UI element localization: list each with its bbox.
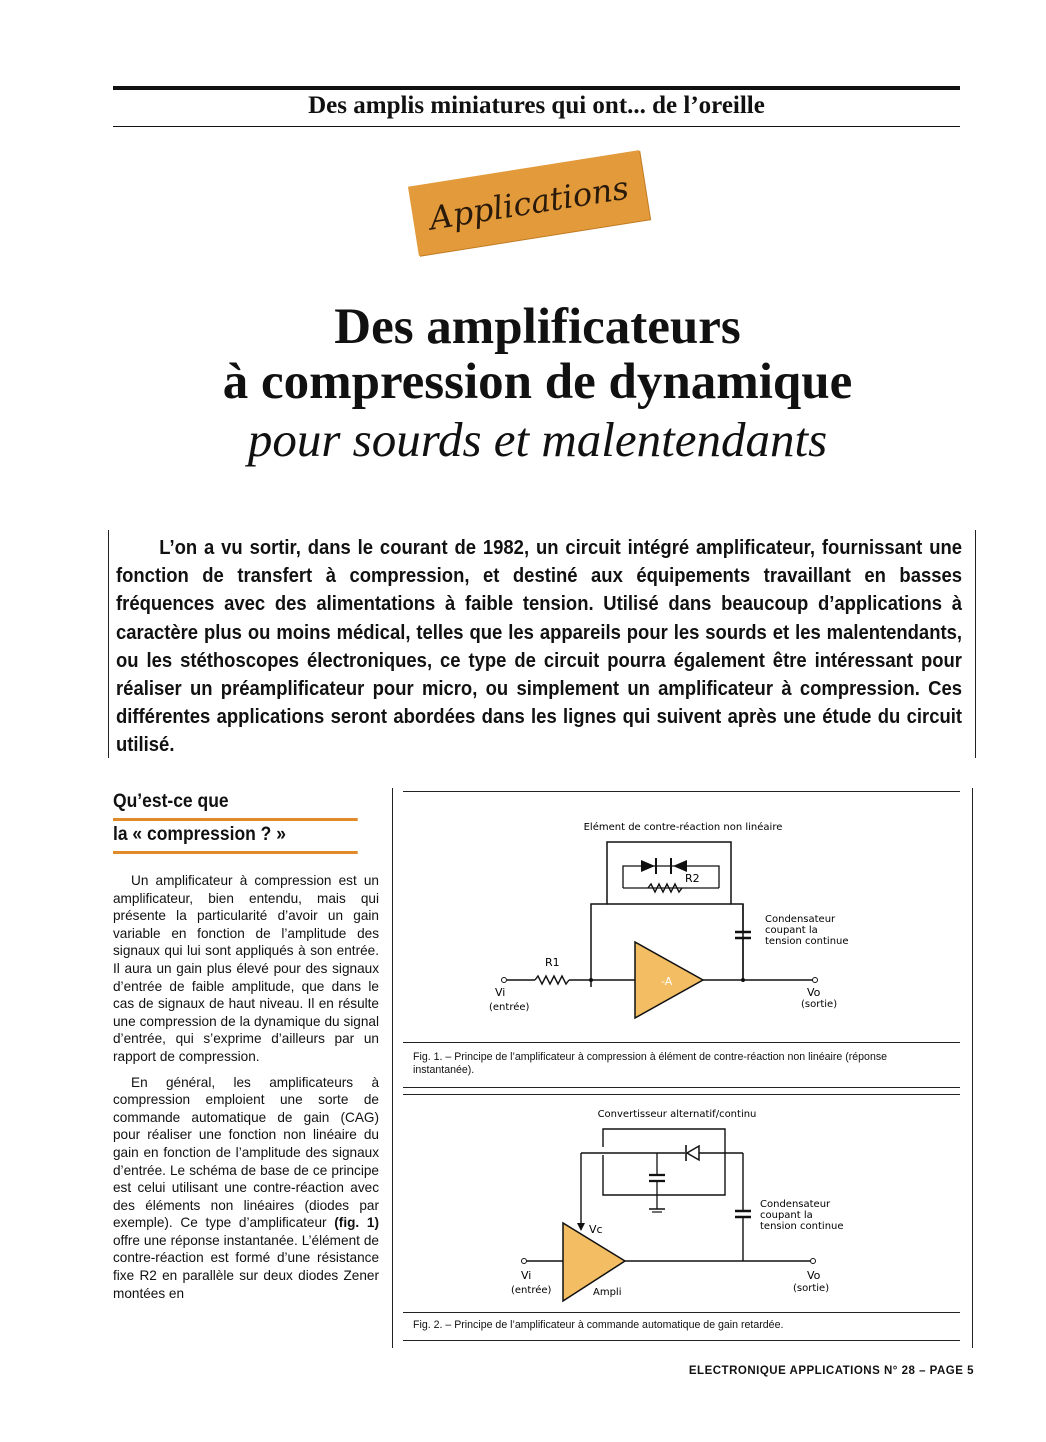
header-rule-bottom xyxy=(113,126,960,127)
fig1-vi-label: Vi xyxy=(495,986,506,999)
fig2-vc-arrow xyxy=(577,1223,585,1231)
fig1-cap-label-2: coupant la xyxy=(765,925,818,936)
fig2-vc-label: Vc xyxy=(589,1223,603,1236)
header-rule-top xyxy=(113,86,960,90)
headline-line-1: Des amplificateurs xyxy=(334,299,741,355)
resistor-r2 xyxy=(648,884,682,892)
fig2-cap-label-3: tension continue xyxy=(760,1221,844,1232)
running-title: Des amplis miniatures qui ont... de l’oreille xyxy=(308,92,765,119)
fig2-output-terminal xyxy=(811,1259,816,1264)
fig1-title: Elément de contre-réaction non linéaire xyxy=(583,822,783,833)
fig2-cap-label-2: coupant la xyxy=(760,1210,813,1221)
fig1-cap-label-1: Condensateur xyxy=(765,914,836,925)
badge-label: Applications xyxy=(426,168,632,238)
resistor-r1 xyxy=(535,976,569,984)
fig2-vo-sub: (sortie) xyxy=(793,1283,830,1294)
fig2-vo-label: Vo xyxy=(807,1269,821,1282)
fig2-amp-label: Ampli xyxy=(593,1287,622,1298)
fig2-converter-box xyxy=(603,1129,725,1195)
body-paragraph-2-text-b: offre une réponse instantanée. L’élément de contre-réaction est formé d’une résistance fixe R2 en parallèle sur deux diodes Zener montées en xyxy=(113,1232,379,1301)
figure-2-bottom-rule xyxy=(403,1340,960,1341)
article-headline xyxy=(100,300,975,470)
figure-2-caption-area xyxy=(403,1312,960,1336)
fig1-node xyxy=(589,978,593,982)
section-heading-line-1: Qu’est-ce que xyxy=(113,788,358,821)
fig2-title: Convertisseur alternatif/continu xyxy=(597,1109,757,1120)
section-heading-line-2: la « compression ? » xyxy=(113,821,358,854)
figure-1-schematic xyxy=(403,792,960,1037)
figure-2-schematic xyxy=(403,1095,960,1307)
fig1-input-terminal xyxy=(502,978,507,983)
zener-diode-2 xyxy=(673,860,687,872)
zener-diode-1 xyxy=(641,860,655,872)
body-paragraph-2-text-a: En général, les amplificateurs à compression emploient une sorte de commande automatique de gain (CAG) pour réaliser une fonction non linéaire du gain en fonction de l’amplitude des signaux d’entrée. Le schéma de base de ce principe est celui utilisant une contre-réaction avec des éléments non linéaires (diodes par exemple). Ce type d’amplificateur xyxy=(113,1074,379,1231)
headline-line-2: à compression de dynamique xyxy=(222,354,853,410)
fig1-r2-label: R2 xyxy=(685,872,700,885)
body-paragraph-1: Un amplificateur à compression est un amplificateur, bien entendu, mais qui présente la particularité d’avoir un gain variable en fonction de l’amplitude des signaux qui lui sont appliqués à son entrée. Il aura un gain plus élevé pour des signaux d’entrée de faible amplitude, que dans le cas de signaux de haut niveau. Il en résulte une compression de la dynamique du signal d’entrée, qui s’exprime d’ailleurs par un rapport de compression. xyxy=(113,873,379,1064)
fig2-caption: Fig. 2. – Principe de l’amplificateur à commande automatique de gain retardée. xyxy=(413,1319,784,1331)
section-heading xyxy=(113,788,379,854)
fig2-vi-label: Vi xyxy=(521,1269,532,1282)
fig1-caption: Fig. 1. – Principe de l’amplificateur à compression à élément de contre-réaction non linéaire (réponse instantanée). xyxy=(413,1051,888,1076)
figure-2 xyxy=(403,1094,960,1341)
fig1-vo-sub: (sortie) xyxy=(801,999,838,1010)
right-frame-line xyxy=(972,788,973,1348)
fig1-vo-label: Vo xyxy=(807,986,821,999)
headline-subtitle: pour sourds et malentendants xyxy=(247,412,828,467)
body-paragraph-2 xyxy=(113,1074,379,1303)
figure-1-caption-area xyxy=(403,1042,960,1081)
fig1-cap-label-3: tension continue xyxy=(765,936,849,947)
fig1-r1-label: R1 xyxy=(545,956,560,969)
fig1-reference: (fig. 1) xyxy=(334,1215,379,1231)
lead-paragraph: L’on a vu sortir, dans le courant de 1982, un circuit intégré amplificateur, fournissant une fonction de transfert à compression, et destiné aux équipements travaillant en basses fréquences avec des alimentations à faible tension. Utilisé dans beaucoup d’applications à caractère plus ou moins médical, telles que les appareils pour les sourds et les malentendants, ou les stéthoscopes électroniques, ce type de circuit pourra également être intéressant pour réaliser un préamplificateur pour micro, ou simplement un amplificateur à compression. Ces différentes applications seront abordées dans les lignes qui suivent après une étude du circuit utilisé. xyxy=(116,536,962,757)
body-column xyxy=(113,872,379,1310)
fig2-vi-sub: (entrée) xyxy=(511,1285,552,1296)
fig2-diode xyxy=(687,1146,699,1160)
fig2-input-terminal xyxy=(522,1259,527,1264)
figure-1-bottom-rule xyxy=(403,1087,960,1088)
applications-badge xyxy=(408,150,650,256)
fig1-vi-sub: (entrée) xyxy=(489,1002,530,1013)
fig1-amp-label: -A xyxy=(661,975,673,988)
column-divider xyxy=(392,788,393,1348)
fig2-cap-label-1: Condensateur xyxy=(760,1199,831,1210)
figure-1 xyxy=(403,791,960,1088)
page-footer: ELECTRONIQUE APPLICATIONS N° 28 – PAGE 5 xyxy=(688,1365,974,1377)
fig1-output-terminal xyxy=(813,978,818,983)
